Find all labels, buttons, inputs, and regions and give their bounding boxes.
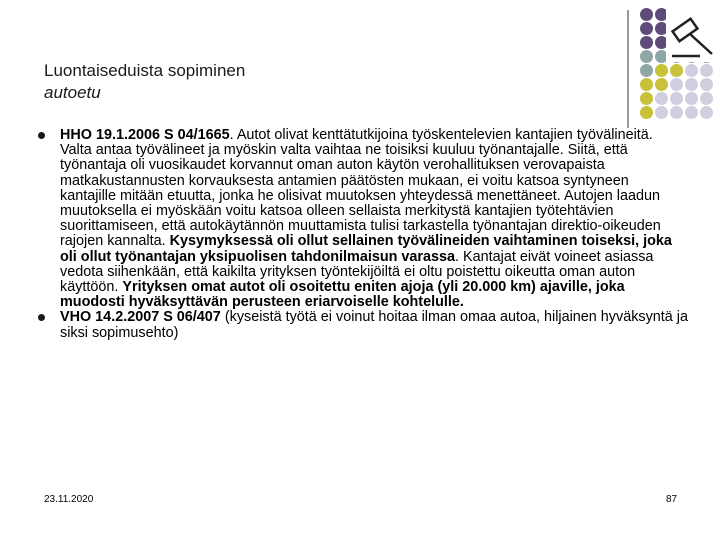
case-ref-hho: HHO 19.1.2006 S 04/1665 [60,127,230,143]
decor-dot [670,64,683,77]
bullet-dot [38,132,45,139]
bullet-emphasis: Kysymyksessä oli ollut sellainen työvälineiden vaihtaminen toiseksi, joka oli ollut työnantajan yksipuolisen tahdonilmaisun varassa [60,233,672,265]
decor-dot [655,78,668,91]
decor-dot [640,78,653,91]
decor-dot [700,106,713,119]
decor-dot [640,22,653,35]
page-number: 87 [666,494,678,505]
decor-dot [700,78,713,91]
decor-dot [640,50,653,63]
decor-dot [700,92,713,105]
decor-dot [670,106,683,119]
decor-dot [640,36,653,49]
bullet-text: (kyseistä työtä ei voinut hoitaa ilman omaa autoa, hiljainen hyväksyntä ja siksi sopimusehto) [60,309,688,341]
bullet-text: . Kantajat eivät voineet asiassa vedota siihenkään, että kaikilta yrityksen työntekijöiltä ei oltu poistettu oikeutta oman auton käyttöön. [60,248,654,296]
decor-dot [685,106,698,119]
bullet-text: . Autot olivat kenttätutkijoina työskentelevien kantajien työvälineitä. Valta antaa työvälineet ja myöskin valta vaihtaa ne toisiksi kuuluu työnantajalle. Siitä, että työnantaja oli vuosikaudet korvannut oman auton käytön verohallituksen verovapaista matkakustannusten korvauksesta antamien päätösten mukaan, ei voitu katsoa syntyneen kantajille mitään etuutta, jonka he olisivat muutoksen yhteydessä menettäneet. Autojen laadun muutoksella ei myöskään voitu katsoa olleen sellaista merkitystä kantajien työtehtävien suorittamiseen, että autokäytännön muuttamista tulisi tarkastella työnantajan direktio-oikeuden rajojen kannalta. [60,127,661,250]
decor-dot [685,64,698,77]
decor-dot [640,64,653,77]
decor-dot [640,8,653,21]
footer-date: 23.11.2020 [44,494,94,505]
decor-dot [685,78,698,91]
slide-title [44,60,604,104]
decor-dot [670,78,683,91]
decor-dot [640,92,653,105]
decor-divider [627,10,629,128]
bullet-item [38,310,688,340]
decor-dot [655,92,668,105]
bullet-emphasis: Yrityksen omat autot oli osoitettu eniten ajoja (yli 20.000 km) ajaville, joka muodosti hyväksyttävän perusteen eriarvoiselle kohtelulle. [60,279,625,311]
case-ref-vho: VHO 14.2.2007 S 06/407 [60,309,221,326]
decor-dot [670,92,683,105]
decor-dot [700,64,713,77]
slide-body [38,128,688,341]
decor-dot [655,106,668,119]
decor-dot [640,106,653,119]
gavel-icon [666,8,720,62]
slide-title-line1: Luontaiseduista sopiminen [44,61,246,80]
bullet-dot [38,314,45,321]
decor-dot [685,92,698,105]
bullet-item [38,128,688,310]
decor-dot [655,64,668,77]
slide-subtitle: autoetu [44,83,101,102]
